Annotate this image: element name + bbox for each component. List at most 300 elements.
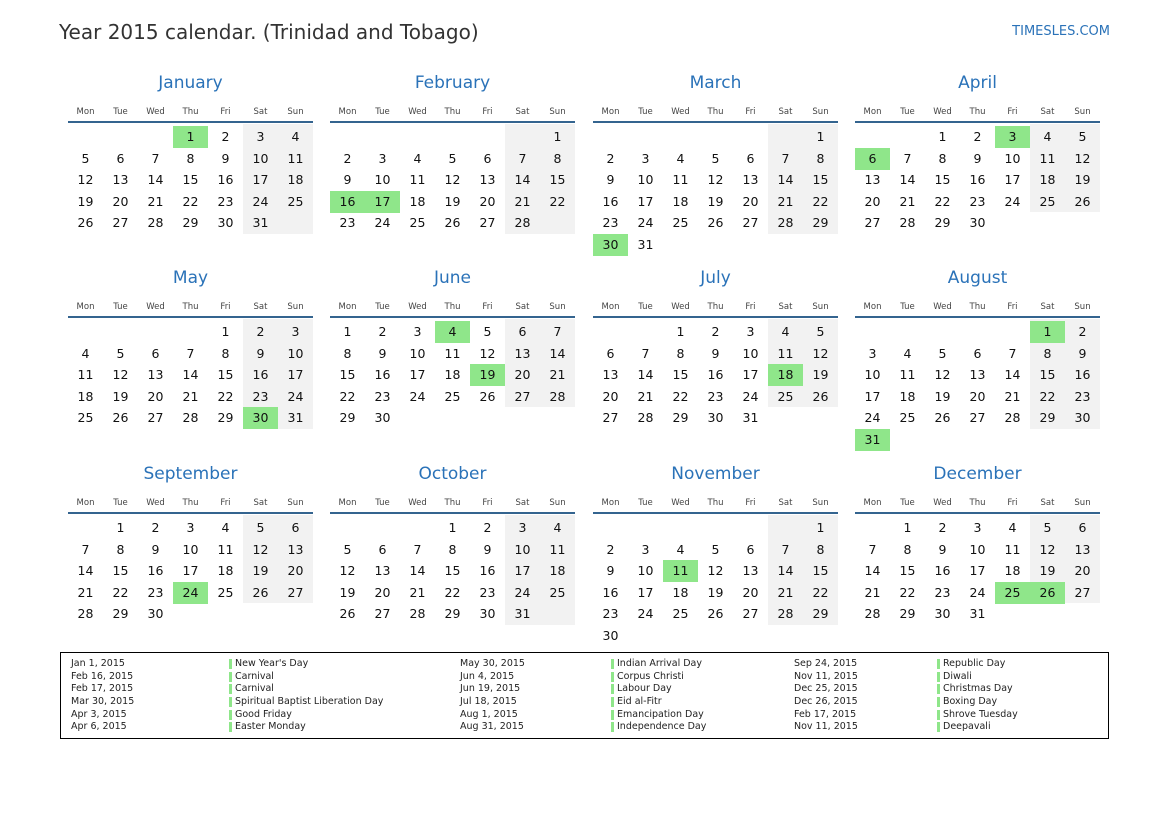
day-cell: 14 (182, 367, 199, 383)
weekday-label: Sat (1040, 107, 1055, 117)
day-cell: 19 (1074, 172, 1091, 188)
header-rule (855, 121, 1100, 123)
holiday-name: Spiritual Baptist Liberation Day (235, 696, 384, 708)
day-cell: 6 (483, 150, 492, 166)
holiday-day-cell: 1 (1030, 321, 1065, 343)
day-cell: 26 (252, 584, 269, 600)
holiday-marker (229, 722, 232, 732)
day-cell: 25 (287, 193, 304, 209)
day-cell: 5 (1043, 520, 1052, 535)
day-cell: 8 (676, 345, 685, 361)
holiday-day-cell: 11 (663, 560, 698, 582)
weekday-label: Mon (338, 498, 357, 508)
weekday-label: Sat (1040, 302, 1055, 312)
day-cell: 16 (217, 172, 234, 188)
holiday-date: Jun 4, 2015 (460, 670, 515, 682)
day-cell: 5 (256, 520, 265, 535)
day-cell: 13 (147, 367, 164, 383)
day-cell: 9 (606, 563, 615, 579)
holiday-name: Labour Day (617, 683, 672, 695)
holiday-day-cell: 26 (1030, 582, 1065, 604)
day-cell: 26 (707, 215, 724, 231)
day-cell: 19 (252, 563, 269, 579)
day-cell: 7 (781, 150, 790, 166)
day-cell: 15 (217, 367, 234, 383)
day-cell: 29 (812, 215, 829, 231)
day-cell: 3 (518, 520, 527, 535)
day-cell: 6 (291, 520, 300, 535)
weekday-label: Thu (444, 498, 461, 508)
day-cell: 9 (711, 345, 720, 361)
day-cell: 12 (479, 345, 496, 361)
day-cell: 7 (81, 541, 90, 557)
day-cell: 6 (151, 345, 160, 361)
weekday-label: Wed (408, 107, 427, 117)
day-cell: 28 (514, 215, 531, 231)
weekday-label: Sun (812, 107, 829, 117)
day-cell: 14 (637, 367, 654, 383)
day-cell: 17 (182, 563, 199, 579)
day-cell: 16 (602, 193, 619, 209)
holiday-marker (611, 722, 614, 732)
holiday-marker (937, 672, 940, 682)
weekday-label: Sun (287, 498, 304, 508)
day-cell: 8 (343, 345, 352, 361)
day-cell: 22 (112, 584, 129, 600)
day-cell: 17 (637, 584, 654, 600)
day-cell: 3 (256, 129, 265, 144)
day-cell: 26 (112, 410, 129, 426)
day-cell: 29 (1039, 410, 1056, 426)
day-cell: 20 (1074, 563, 1091, 579)
day-cell: 13 (969, 367, 986, 383)
day-cell: 4 (1008, 520, 1017, 535)
day-cell: 13 (287, 541, 304, 557)
weekday-label: Sat (778, 302, 793, 312)
day-cell: 5 (81, 150, 90, 166)
day-cell: 29 (339, 410, 356, 426)
weekday-label: Wed (671, 498, 690, 508)
weekday-label: Thu (182, 302, 199, 312)
weekday-label: Mon (863, 498, 882, 508)
day-cell: 7 (553, 324, 562, 339)
holiday-date: Jan 1, 2015 (71, 658, 125, 669)
day-cell: 3 (291, 324, 300, 339)
day-cell: 12 (812, 345, 829, 361)
day-cell: 12 (707, 563, 724, 579)
holiday-day-cell: 1 (173, 126, 208, 148)
day-cell: 20 (742, 584, 759, 600)
day-cell: 28 (777, 606, 794, 622)
day-cell: 27 (742, 215, 759, 231)
day-cell: 10 (514, 541, 531, 557)
day-cell: 11 (899, 367, 916, 383)
day-cell: 1 (903, 520, 912, 535)
day-cell: 17 (514, 563, 531, 579)
day-cell: 8 (816, 541, 825, 557)
day-cell: 8 (116, 541, 125, 557)
holiday-name: Shrove Tuesday (943, 708, 1018, 720)
weekday-label: Tue (900, 107, 915, 117)
day-cell: 10 (409, 345, 426, 361)
holiday-date: Mar 30, 2015 (71, 696, 135, 708)
day-cell: 4 (1043, 129, 1052, 144)
weekday-label: Mon (601, 498, 620, 508)
day-cell: 18 (409, 193, 426, 209)
month-name: August (947, 268, 1008, 288)
day-cell: 15 (812, 172, 829, 188)
holiday-day-cell: 18 (768, 364, 803, 386)
day-cell: 20 (969, 388, 986, 404)
day-cell: 23 (934, 584, 951, 600)
day-cell: 21 (77, 584, 94, 600)
day-cell: 31 (514, 606, 531, 622)
day-cell: 3 (746, 324, 755, 339)
day-cell: 15 (182, 172, 199, 188)
day-cell: 11 (1039, 150, 1056, 166)
day-cell: 24 (409, 388, 426, 404)
weekday-label: Fri (745, 498, 756, 508)
month-name: April (958, 73, 997, 93)
day-cell: 18 (287, 172, 304, 188)
day-cell: 26 (812, 388, 829, 404)
holiday-date: Feb 16, 2015 (71, 670, 134, 682)
holiday-marker (611, 672, 614, 682)
day-cell: 7 (903, 150, 912, 166)
weekday-label: Fri (220, 498, 231, 508)
day-cell: 20 (479, 193, 496, 209)
day-cell: 13 (1074, 541, 1091, 557)
header-rule (330, 316, 575, 318)
month-name: December (933, 464, 1022, 484)
header-rule (330, 121, 575, 123)
day-cell: 7 (1008, 345, 1017, 361)
day-cell: 2 (378, 324, 387, 339)
holiday-date: Jul 18, 2015 (460, 696, 517, 708)
weekday-label: Mon (338, 107, 357, 117)
day-cell: 10 (287, 345, 304, 361)
day-cell: 9 (973, 150, 982, 166)
holiday-date: Aug 1, 2015 (460, 708, 518, 720)
day-cell: 18 (672, 584, 689, 600)
weekday-label: Thu (444, 107, 461, 117)
brand-link[interactable]: TIMESLES.COM (1012, 24, 1110, 39)
weekday-label: Fri (745, 302, 756, 312)
day-cell: 24 (637, 606, 654, 622)
day-cell: 11 (444, 345, 461, 361)
day-cell: 16 (147, 563, 164, 579)
day-cell: 30 (479, 606, 496, 622)
weekday-label: Fri (1007, 107, 1018, 117)
day-cell: 12 (252, 541, 269, 557)
day-cell: 22 (672, 388, 689, 404)
day-cell: 14 (514, 172, 531, 188)
holiday-day-cell: 17 (365, 191, 400, 213)
weekday-label: Thu (707, 498, 724, 508)
holiday-marker (229, 659, 232, 669)
day-cell: 19 (112, 388, 129, 404)
day-cell: 3 (641, 150, 650, 166)
day-cell: 6 (378, 541, 387, 557)
day-cell: 28 (864, 606, 881, 622)
day-cell: 23 (707, 388, 724, 404)
day-cell: 2 (938, 520, 947, 535)
holiday-marker (229, 672, 232, 682)
day-cell: 4 (221, 520, 230, 535)
day-cell: 5 (343, 541, 352, 557)
holiday-date: Apr 3, 2015 (71, 708, 127, 720)
weekday-label: Sun (812, 302, 829, 312)
day-cell: 28 (409, 606, 426, 622)
day-cell: 30 (374, 410, 391, 426)
day-cell: 19 (934, 388, 951, 404)
day-cell: 20 (374, 584, 391, 600)
weekday-label: Wed (146, 498, 165, 508)
day-cell: 19 (707, 193, 724, 209)
day-cell: 13 (742, 172, 759, 188)
day-cell: 3 (186, 520, 195, 535)
day-cell: 6 (746, 541, 755, 557)
weekday-label: Sat (515, 107, 530, 117)
day-cell: 27 (864, 215, 881, 231)
day-cell: 29 (812, 606, 829, 622)
weekday-label: Wed (933, 107, 952, 117)
day-cell: 6 (1078, 520, 1087, 535)
holiday-marker (937, 697, 940, 707)
day-cell: 23 (969, 193, 986, 209)
day-cell: 23 (147, 584, 164, 600)
day-cell: 20 (147, 388, 164, 404)
day-cell: 5 (711, 150, 720, 166)
day-cell: 26 (77, 215, 94, 231)
header-rule (68, 121, 313, 123)
weekday-label: Tue (113, 107, 128, 117)
day-cell: 4 (553, 520, 562, 535)
day-cell: 27 (602, 410, 619, 426)
weekday-label: Thu (969, 498, 986, 508)
day-cell: 13 (374, 563, 391, 579)
holiday-name: Eid al-Fitr (617, 696, 662, 708)
day-cell: 26 (934, 410, 951, 426)
weekday-label: Wed (671, 107, 690, 117)
header-rule (855, 316, 1100, 318)
day-cell: 17 (1004, 172, 1021, 188)
day-cell: 30 (147, 606, 164, 622)
day-cell: 10 (182, 541, 199, 557)
holiday-date: Feb 17, 2015 (71, 683, 134, 695)
weekday-label: Mon (601, 107, 620, 117)
day-cell: 16 (252, 367, 269, 383)
holiday-day-cell: 24 (173, 582, 208, 604)
holiday-name: Boxing Day (943, 696, 998, 708)
day-cell: 11 (409, 172, 426, 188)
day-cell: 21 (899, 193, 916, 209)
holiday-day-cell: 6 (855, 148, 890, 170)
day-cell: 6 (518, 324, 527, 339)
day-cell: 14 (864, 563, 881, 579)
weekday-label: Sun (549, 498, 566, 508)
weekday-label: Mon (76, 302, 95, 312)
day-cell: 21 (182, 388, 199, 404)
day-cell: 22 (899, 584, 916, 600)
day-cell: 2 (711, 324, 720, 339)
day-cell: 16 (374, 367, 391, 383)
day-cell: 28 (899, 215, 916, 231)
day-cell: 8 (903, 541, 912, 557)
day-cell: 6 (606, 345, 615, 361)
weekday-label: Thu (969, 302, 986, 312)
header-rule (593, 512, 838, 514)
day-cell: 10 (864, 367, 881, 383)
holiday-marker (229, 697, 232, 707)
day-cell: 21 (864, 584, 881, 600)
day-cell: 25 (672, 606, 689, 622)
day-cell: 28 (147, 215, 164, 231)
day-cell: 24 (287, 388, 304, 404)
day-cell: 29 (444, 606, 461, 622)
weekday-label: Mon (76, 107, 95, 117)
day-cell: 24 (514, 584, 531, 600)
day-cell: 17 (637, 193, 654, 209)
holiday-name: Diwali (943, 670, 972, 682)
weekday-label: Mon (338, 302, 357, 312)
day-cell: 10 (374, 172, 391, 188)
day-cell: 30 (707, 410, 724, 426)
day-cell: 14 (549, 345, 566, 361)
day-cell: 15 (899, 563, 916, 579)
day-cell: 9 (151, 541, 160, 557)
holiday-day-cell: 3 (995, 126, 1030, 148)
day-cell: 6 (746, 150, 755, 166)
day-cell: 22 (182, 193, 199, 209)
day-cell: 7 (641, 345, 650, 361)
weekday-label: Fri (220, 107, 231, 117)
weekday-label: Tue (375, 302, 390, 312)
day-cell: 29 (899, 606, 916, 622)
holiday-day-cell: 4 (435, 321, 470, 343)
weekday-label: Sat (778, 498, 793, 508)
month-name: February (414, 73, 491, 93)
day-cell: 26 (444, 215, 461, 231)
day-cell: 3 (413, 324, 422, 339)
day-cell: 27 (112, 215, 129, 231)
day-cell: 5 (1078, 129, 1087, 144)
day-cell: 25 (672, 215, 689, 231)
day-cell: 14 (777, 563, 794, 579)
day-cell: 29 (112, 606, 129, 622)
holiday-name: Independence Day (617, 721, 707, 733)
day-cell: 25 (444, 388, 461, 404)
weekday-label: Fri (482, 107, 493, 117)
day-cell: 9 (343, 172, 352, 188)
day-cell: 17 (287, 367, 304, 383)
day-cell: 3 (868, 345, 877, 361)
holiday-marker (937, 684, 940, 694)
holiday-name: Indian Arrival Day (617, 658, 702, 669)
day-cell: 16 (969, 172, 986, 188)
day-cell: 9 (378, 345, 387, 361)
day-cell: 4 (676, 150, 685, 166)
day-cell: 7 (151, 150, 160, 166)
day-cell: 2 (221, 129, 230, 144)
day-cell: 2 (1078, 324, 1087, 339)
day-cell: 22 (934, 193, 951, 209)
day-cell: 8 (816, 150, 825, 166)
weekday-label: Wed (408, 302, 427, 312)
day-cell: 20 (742, 193, 759, 209)
day-cell: 14 (409, 563, 426, 579)
day-cell: 28 (637, 410, 654, 426)
month-name: March (689, 73, 742, 93)
day-cell: 28 (777, 215, 794, 231)
weekday-label: Sat (515, 302, 530, 312)
day-cell: 15 (112, 563, 129, 579)
day-cell: 5 (116, 345, 125, 361)
day-cell: 17 (742, 367, 759, 383)
day-cell: 21 (777, 193, 794, 209)
day-cell: 14 (899, 172, 916, 188)
day-cell: 24 (637, 215, 654, 231)
day-cell: 20 (514, 367, 531, 383)
day-cell: 27 (514, 388, 531, 404)
day-cell: 16 (479, 563, 496, 579)
day-cell: 17 (252, 172, 269, 188)
day-cell: 23 (479, 584, 496, 600)
day-cell: 18 (1004, 563, 1021, 579)
day-cell: 5 (483, 324, 492, 339)
day-cell: 8 (448, 541, 457, 557)
day-cell: 27 (479, 215, 496, 231)
holiday-marker (229, 684, 232, 694)
day-cell: 10 (969, 541, 986, 557)
day-cell: 15 (339, 367, 356, 383)
weekday-label: Thu (182, 498, 199, 508)
holiday-date: Jun 19, 2015 (460, 683, 521, 695)
day-cell: 29 (672, 410, 689, 426)
day-cell: 20 (112, 193, 129, 209)
day-cell: 8 (1043, 345, 1052, 361)
weekday-label: Fri (1007, 498, 1018, 508)
day-cell: 1 (448, 520, 457, 535)
day-cell: 19 (339, 584, 356, 600)
holiday-date: Nov 11, 2015 (794, 721, 858, 733)
day-cell: 1 (343, 324, 352, 339)
day-cell: 29 (934, 215, 951, 231)
day-cell: 25 (777, 388, 794, 404)
day-cell: 22 (812, 193, 829, 209)
day-cell: 22 (812, 584, 829, 600)
day-cell: 7 (781, 541, 790, 557)
day-cell: 20 (864, 193, 881, 209)
day-cell: 1 (938, 129, 947, 144)
day-cell: 24 (374, 215, 391, 231)
day-cell: 24 (252, 193, 269, 209)
day-cell: 28 (549, 388, 566, 404)
weekday-label: Wed (933, 302, 952, 312)
month-name: October (418, 464, 487, 484)
day-cell: 4 (291, 129, 300, 144)
day-cell: 15 (444, 563, 461, 579)
day-cell: 7 (518, 150, 527, 166)
day-cell: 12 (1039, 541, 1056, 557)
day-cell: 23 (252, 388, 269, 404)
day-cell: 25 (549, 584, 566, 600)
day-cell: 24 (969, 584, 986, 600)
weekday-label: Sat (253, 302, 268, 312)
day-cell: 8 (221, 345, 230, 361)
day-cell: 5 (816, 324, 825, 339)
day-cell: 17 (409, 367, 426, 383)
